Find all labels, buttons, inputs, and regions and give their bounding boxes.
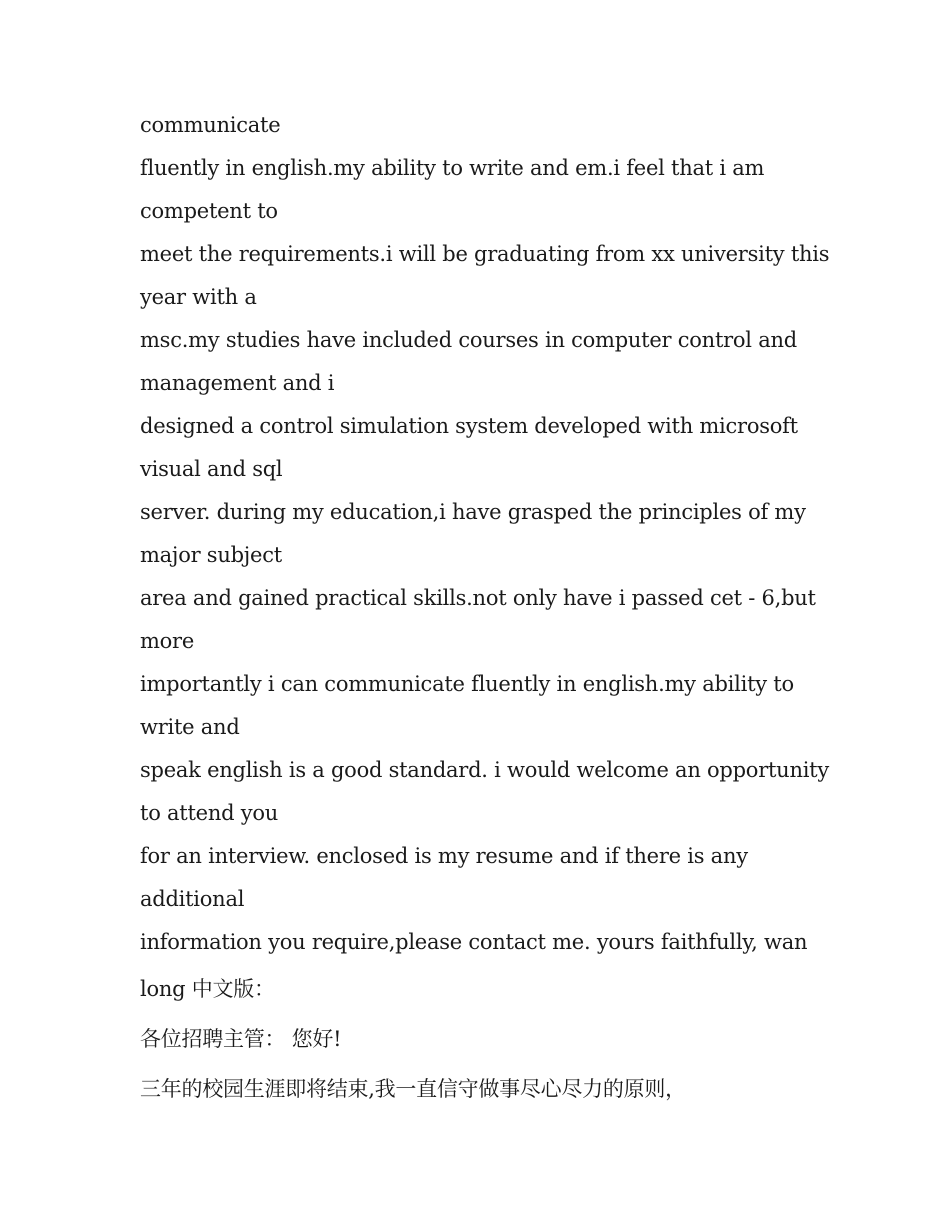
text-line: visual and sql xyxy=(140,457,283,481)
text-line: more xyxy=(140,629,195,653)
text-line: for an interview. enclosed is my resume and if there is any xyxy=(140,844,748,868)
text-line: write and xyxy=(140,715,240,739)
text-line: area and gained practical skills.not only have i passed cet - 6,but xyxy=(140,586,816,610)
text-line: major subject xyxy=(140,543,282,567)
text-line: speak english is a good standard. i would welcome an opportunity xyxy=(140,758,829,782)
text-line: competent to xyxy=(140,199,278,223)
text-line: management and i xyxy=(140,371,335,395)
text-line: information you require,please contact me. yours faithfully, wan xyxy=(140,930,808,954)
text-line: long 中文版： xyxy=(140,977,275,1001)
text-line: msc.my studies have included courses in computer control and xyxy=(140,328,797,352)
text-line: to attend you xyxy=(140,801,279,825)
text-line: year with a xyxy=(140,285,257,309)
text-line: importantly i can communicate fluently in english.my ability to xyxy=(140,672,794,696)
text-line: fluently in english.my ability to write and em.i feel that i am xyxy=(140,156,765,180)
text-line: server. during my education,i have grasped the principles of my xyxy=(140,500,806,524)
text-line: communicate xyxy=(140,113,281,137)
text-line: 三年的校园生涯即将结束,我一直信守做事尽心尽力的原则， xyxy=(140,1077,686,1101)
text-line: designed a control simulation system developed with microsoft xyxy=(140,414,798,438)
text-line: meet the requirements.i will be graduating from xx university this xyxy=(140,242,830,266)
text-line: additional xyxy=(140,887,245,911)
text-line: 各位招聘主管： 您好! xyxy=(140,1027,342,1051)
letter-body xyxy=(140,104,830,1114)
